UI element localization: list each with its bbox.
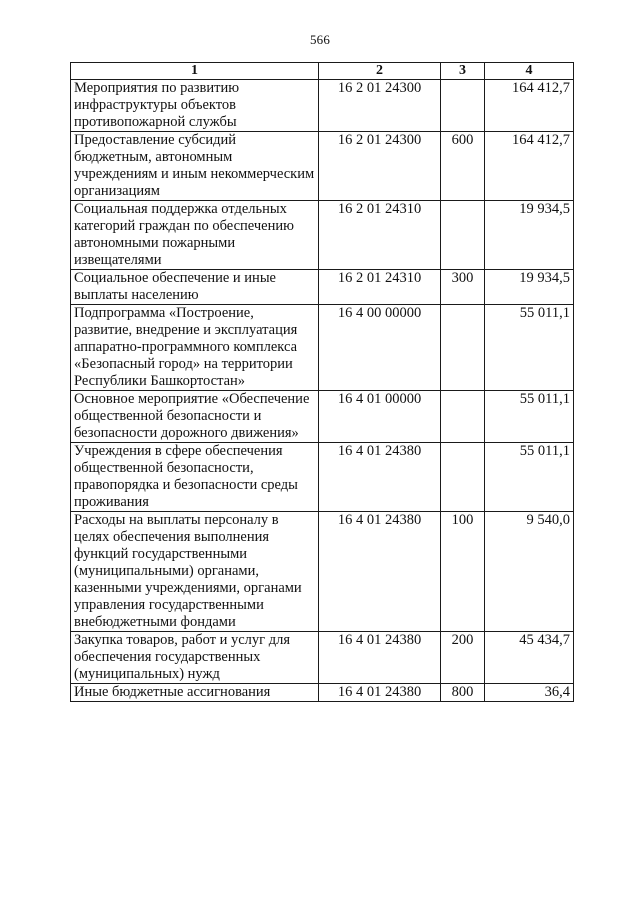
row-amount: 164 412,7 (485, 80, 574, 132)
header-col-4: 4 (485, 63, 574, 80)
table-row (71, 684, 574, 702)
row-code: 16 4 01 00000 (319, 391, 441, 443)
row-code: 16 4 00 00000 (319, 305, 441, 391)
row-code: 16 4 01 24380 (319, 512, 441, 632)
row-code: 16 4 01 24380 (319, 632, 441, 684)
row-amount: 45 434,7 (485, 632, 574, 684)
header-col-3: 3 (441, 63, 485, 80)
table-row (71, 391, 574, 443)
table-row (71, 201, 574, 270)
row-name: Социальное обеспечение и иные выплаты населению (71, 270, 319, 305)
row-type (441, 80, 485, 132)
row-name: Основное мероприятие «Обеспечение общественной безопасности и безопасности дорожного движения» (71, 391, 319, 443)
row-name: Предоставление субсидий бюджетным, автономным учреждениям и иным некоммерческим организациям (71, 132, 319, 201)
row-type: 600 (441, 132, 485, 201)
row-name: Социальная поддержка отдельных категорий граждан по обеспечению автономными пожарными извещателями (71, 201, 319, 270)
row-type: 800 (441, 684, 485, 702)
row-code: 16 2 01 24300 (319, 132, 441, 201)
row-name: Мероприятия по развитию инфраструктуры объектов противопожарной службы (71, 80, 319, 132)
table-row (71, 80, 574, 132)
table-row (71, 443, 574, 512)
row-amount: 55 011,1 (485, 305, 574, 391)
table-header (71, 63, 574, 80)
row-name: Иные бюджетные ассигнования (71, 684, 319, 702)
row-amount: 164 412,7 (485, 132, 574, 201)
row-amount: 19 934,5 (485, 201, 574, 270)
table-row (71, 270, 574, 305)
budget-table (70, 62, 574, 702)
table-row (71, 132, 574, 201)
row-code: 16 2 01 24310 (319, 270, 441, 305)
row-name: Закупка товаров, работ и услуг для обеспечения государственных (муниципальных) нужд (71, 632, 319, 684)
row-amount: 55 011,1 (485, 443, 574, 512)
row-type (441, 201, 485, 270)
table-row (71, 512, 574, 632)
header-col-1: 1 (71, 63, 319, 80)
page-number: 566 (309, 32, 331, 47)
table-row (71, 305, 574, 391)
row-amount: 36,4 (485, 684, 574, 702)
row-type (441, 305, 485, 391)
row-type: 200 (441, 632, 485, 684)
row-code: 16 4 01 24380 (319, 684, 441, 702)
row-type (441, 391, 485, 443)
row-type: 100 (441, 512, 485, 632)
header-row (71, 63, 574, 80)
row-code: 16 2 01 24310 (319, 201, 441, 270)
row-code: 16 4 01 24380 (319, 443, 441, 512)
row-type (441, 443, 485, 512)
row-name: Учреждения в сфере обеспечения общественной безопасности, правопорядка и безопасности среды проживания (71, 443, 319, 512)
row-amount: 9 540,0 (485, 512, 574, 632)
table-row (71, 632, 574, 684)
row-name: Подпрограмма «Построение, развитие, внедрение и эксплуатация аппаратно-программного комплекса «Безопасный город» на территории Республики Башкортостан» (71, 305, 319, 391)
row-name: Расходы на выплаты персоналу в целях обеспечения выполнения функций государственными (муниципальными) органами, казенными учреждениями, органами управления государственными внебюджетными фондами (71, 512, 319, 632)
row-amount: 19 934,5 (485, 270, 574, 305)
header-col-2: 2 (319, 63, 441, 80)
row-code: 16 2 01 24300 (319, 80, 441, 132)
table-body (71, 80, 574, 702)
row-amount: 55 011,1 (485, 391, 574, 443)
row-type: 300 (441, 270, 485, 305)
